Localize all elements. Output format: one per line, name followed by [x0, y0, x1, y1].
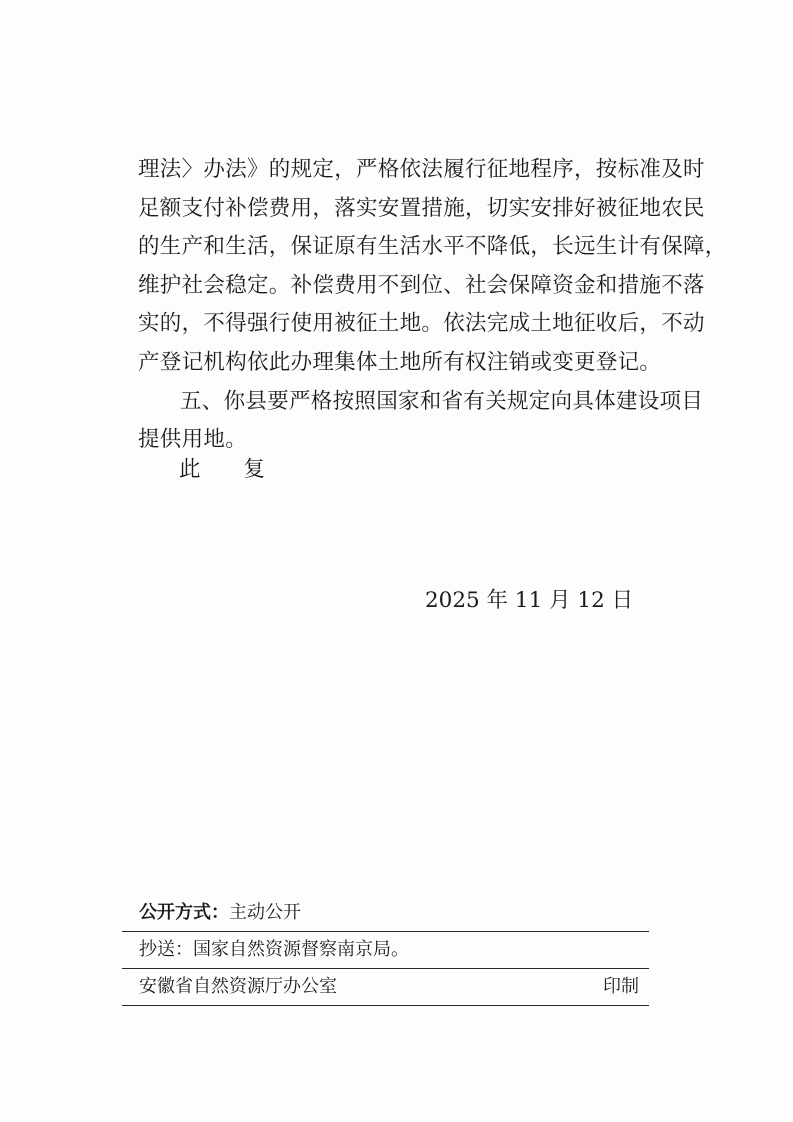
print-label: 印制	[603, 976, 639, 997]
disclosure-row	[122, 895, 649, 931]
body-line: 的生产和生活，保证原有生活水平不降低，长远生计有保障，	[138, 234, 727, 260]
body-line: 足额支付补偿费用，落实安置措施，切实安排好被征地农民	[138, 195, 705, 221]
body-line: 理法〉办法》的规定，严格依法履行征地程序，按标准及时	[138, 157, 705, 182]
cc-row	[122, 932, 649, 968]
document-body	[138, 151, 727, 460]
reply-char-1: 此	[179, 457, 201, 482]
body-line: 实的，不得强行使用被征土地。依法完成土地征收后，不动	[138, 311, 705, 337]
cc-text: 抄送：国家自然资源督察南京局。	[139, 939, 409, 960]
disclosure-label: 公开方式：	[139, 902, 229, 923]
issuer-row	[122, 969, 649, 1005]
body-line: 维护社会稳定。补偿费用不到位、社会保障资金和措施不落	[138, 272, 705, 298]
closing-reply	[179, 451, 265, 489]
reply-char-2: 复	[243, 457, 266, 482]
footer-divider	[122, 1005, 649, 1006]
issuer-name: 安徽省自然资源厅办公室	[139, 976, 337, 997]
disclosure-value: 主动公开	[229, 902, 301, 923]
body-line: 产登记机构依此办理集体土地所有权注销或变更登记。	[138, 349, 662, 375]
document-date: 2025 年 11 月 12 日	[425, 588, 634, 613]
body-line-item-5: 五、你县要严格按照国家和省有关规定向具体建设项目	[180, 388, 704, 414]
body-line: 提供用地。	[138, 427, 248, 453]
document-footer	[122, 895, 649, 1006]
